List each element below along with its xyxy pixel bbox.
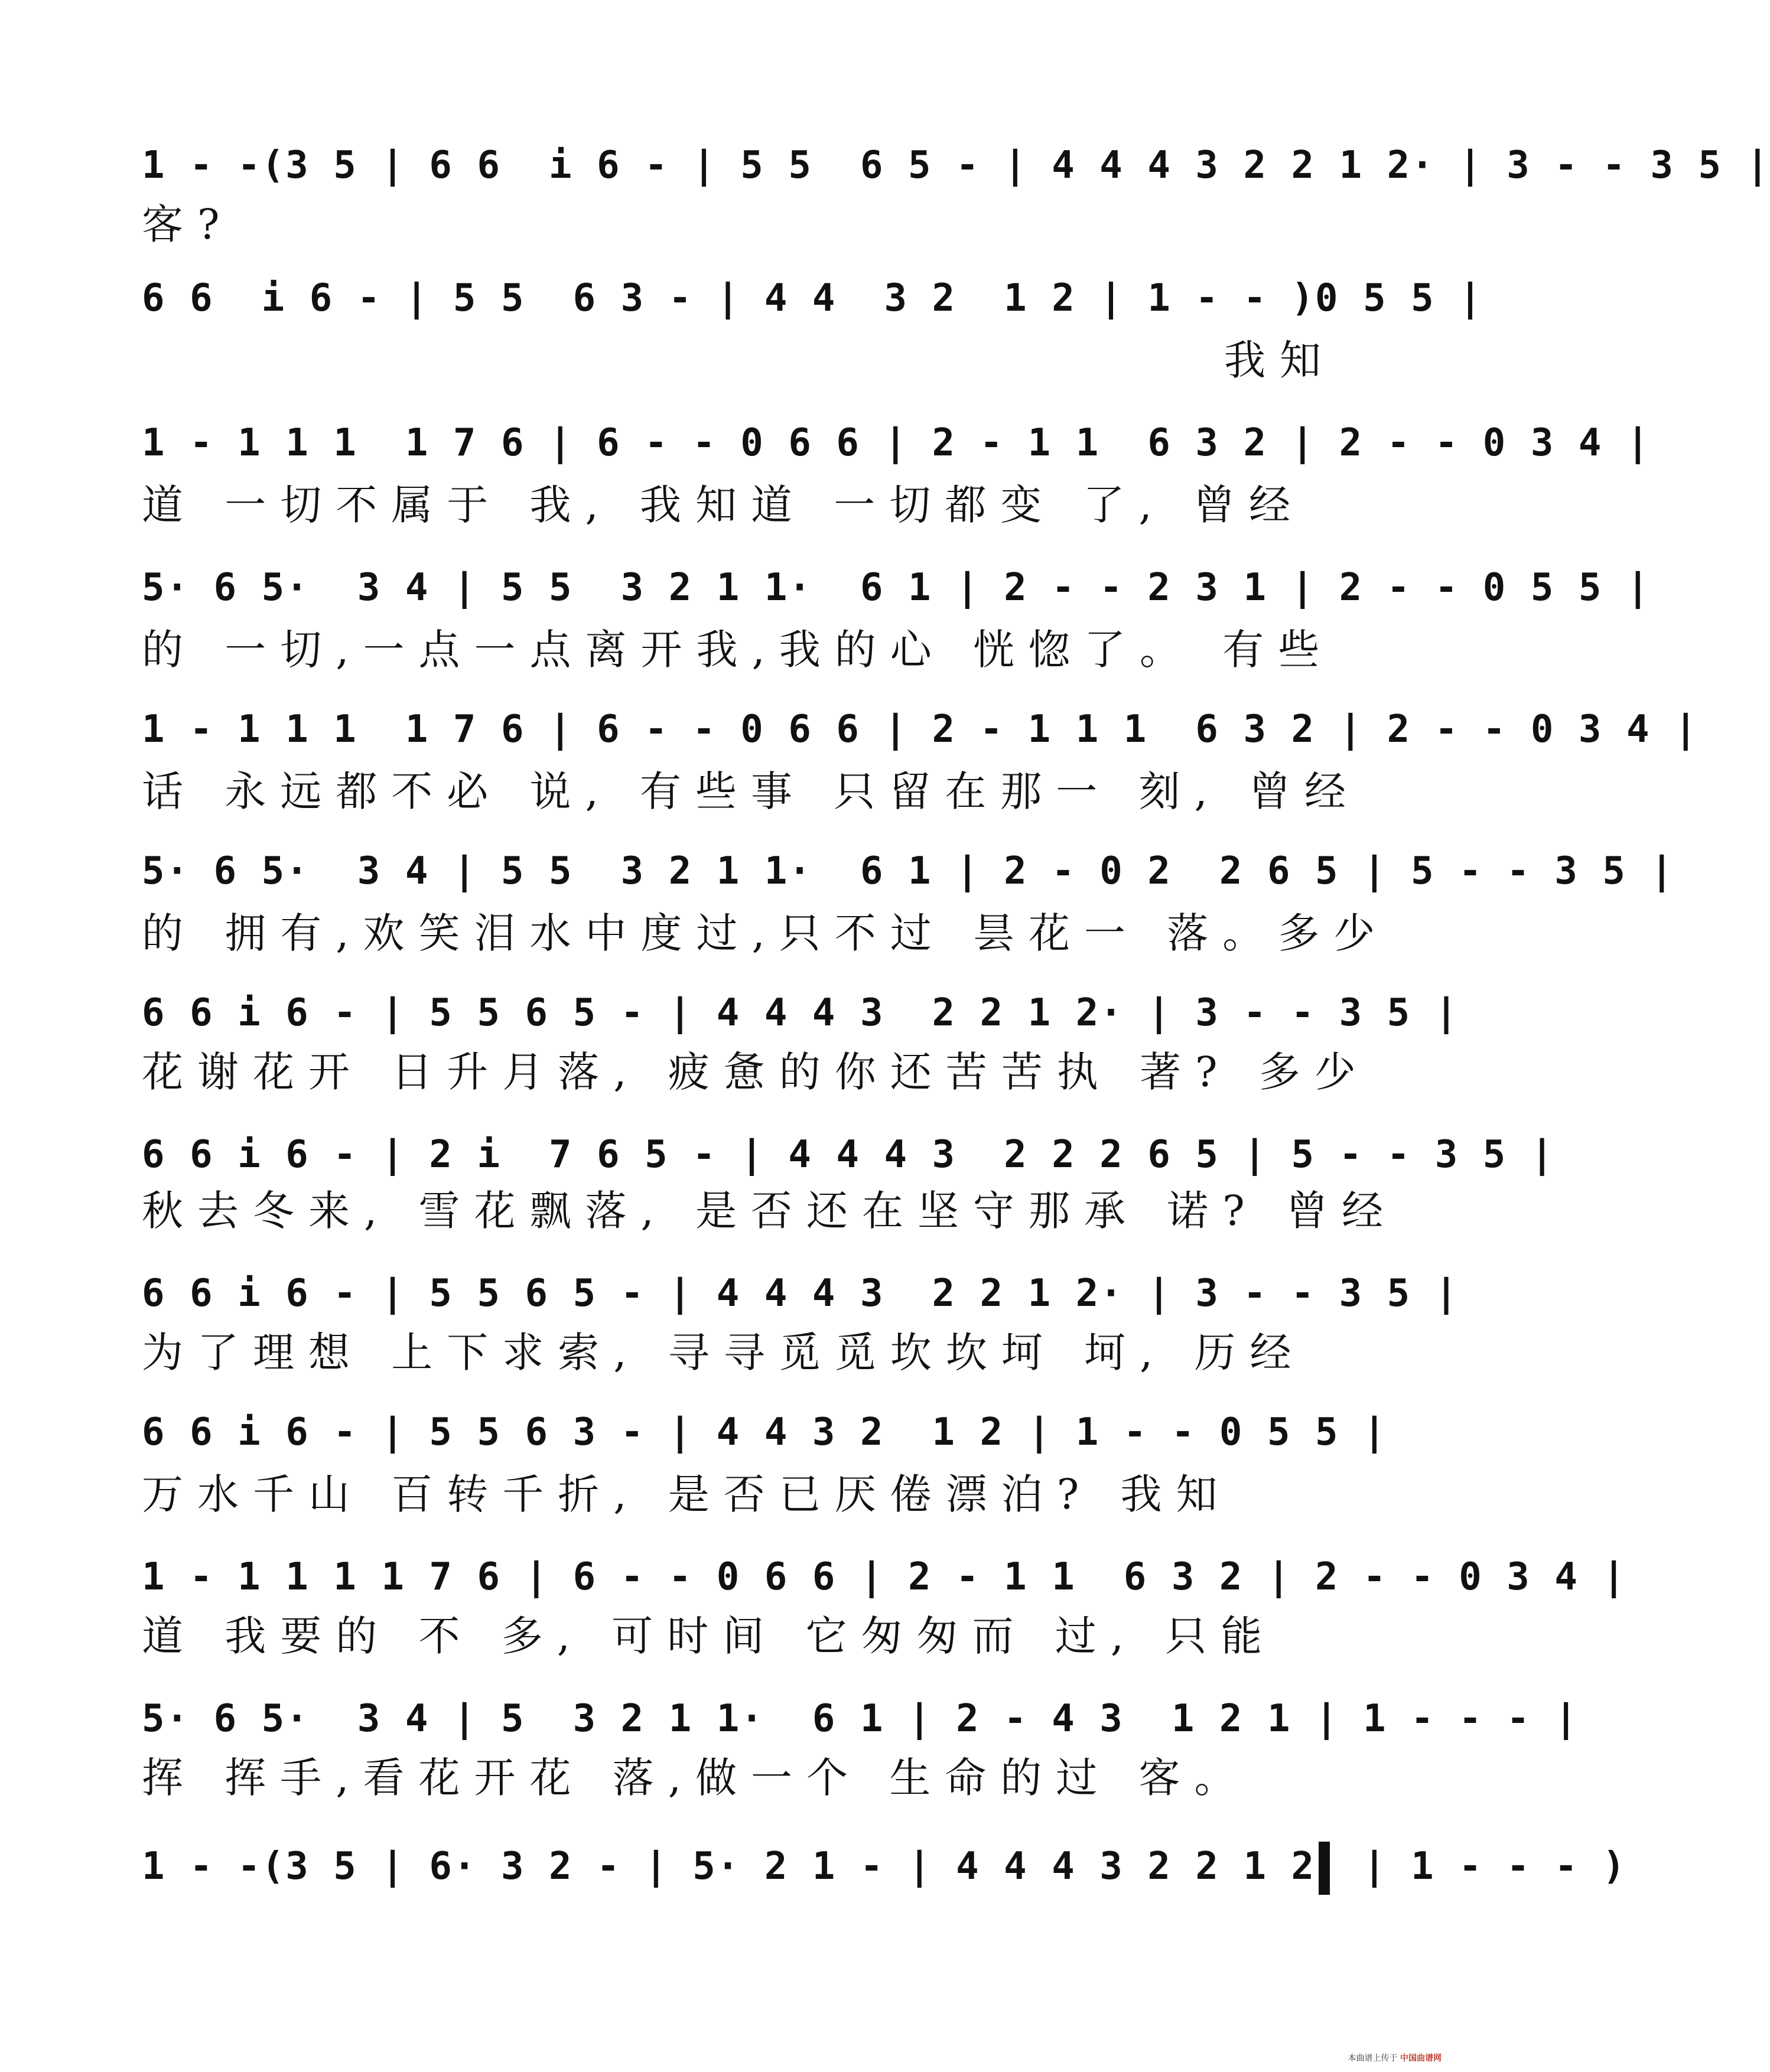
lyric-line: 的 一切,一点一点离开我,我的心 恍惚了。 有些 <box>142 625 1334 674</box>
music-notation-line: 5· 6 5· 3 4 | 5 5 3 2 1 1· 6 1 | 2 - 0 2 2 6 5 | 5 - - 3 5 | <box>142 849 1674 893</box>
footer-watermark <box>1348 2052 1442 2064</box>
final-barline <box>1319 1842 1330 1895</box>
music-notation-line: 6 6 i 6 - | 5 5 6 5 - | 4 4 4 3 2 2 1 2· | 3 - - 3 5 | <box>142 1272 1459 1315</box>
music-notation-line: 5· 6 5· 3 4 | 5 5 3 2 1 1· 6 1 | 2 - - 2 3 1 | 2 - - 0 5 5 | <box>142 566 1651 610</box>
lyric-line: 挥 挥手,看花开花 落,做一个 生命的过 客。 <box>142 1754 1250 1802</box>
music-notation-line: 1 - 1 1 1 1 7 6 | 6 - - 0 6 6 | 2 - 1 1 6 3 2 | 2 - - 0 3 4 | <box>142 1555 1626 1599</box>
lyric-line: 道 我要的 不 多, 可时间 它匆匆而 过, 只能 <box>142 1612 1277 1660</box>
lyric-line: 万水千山 百转千折, 是否已厌倦漂泊? 我知 <box>142 1470 1232 1519</box>
music-notation-line: 1 - 1 1 1 1 7 6 | 6 - - 0 6 6 | 2 - 1 1 1 6 3 2 | 2 - - 0 3 4 | <box>142 708 1699 751</box>
lyric-line: 为了理想 上下求索, 寻寻觅觅坎坎坷 坷, 历经 <box>142 1328 1306 1377</box>
footer-brand: 中国曲谱网 <box>1400 2054 1442 2063</box>
music-notation-line: 1 - -(3 5 | 6 6 i 6 - | 5 5 6 5 - | 4 4 4 3 2 2 1 2· | 3 - - 3 5 | <box>142 144 1770 187</box>
music-notation-line: 1 - 1 1 1 1 7 6 | 6 - - 0 6 6 | 2 - 1 1 6 3 2 | 2 - - 0 3 4 | <box>142 421 1651 465</box>
lyric-line: 我知 <box>1224 336 1335 385</box>
lyric-line: 道 一切不属于 我, 我知道 一切都变 了, 曾经 <box>142 481 1305 529</box>
music-notation-line: 6 6 i 6 - | 5 5 6 3 - | 4 4 3 2 1 2 | 1 - - 0 5 5 | <box>142 1410 1387 1454</box>
lyric-line: 秋去冬来, 雪花飘落, 是否还在坚守那承 诺? 曾经 <box>142 1187 1398 1235</box>
music-notation-line: 6 6 i 6 - | 5 5 6 3 - | 4 4 3 2 1 2 | 1 - - )0 5 5 | <box>142 276 1483 320</box>
music-notation-line: 6 6 i 6 - | 5 5 6 5 - | 4 4 4 3 2 2 1 2· | 3 - - 3 5 | <box>142 991 1459 1035</box>
lyric-line: 话 永远都不必 说, 有些事 只留在那一 刻, 曾经 <box>142 767 1361 816</box>
music-notation-line: 5· 6 5· 3 4 | 5 3 2 1 1· 6 1 | 2 - 4 3 1 2 1 | 1 - - - | <box>142 1697 1579 1741</box>
lyric-line: 的 拥有,欢笑泪水中度过,只不过 昙花一 落。多少 <box>142 909 1390 957</box>
music-notation-line: 6 6 i 6 - | 2 i 7 6 5 - | 4 4 4 3 2 2 2 6 5 | 5 - - 3 5 | <box>142 1133 1555 1177</box>
music-notation-line: 1 - -(3 5 | 6· 3 2 - | 5· 2 1 - | 4 4 4 3 2 2 1 2· | 1 - - - ) <box>142 1845 1626 1888</box>
lyric-line: 客? <box>142 200 234 249</box>
lyric-line: 花谢花开 日升月落, 疲惫的你还苦苦执 著? 多少 <box>142 1048 1370 1096</box>
footer-upload-text: 本曲谱上传于 <box>1348 2054 1398 2063</box>
